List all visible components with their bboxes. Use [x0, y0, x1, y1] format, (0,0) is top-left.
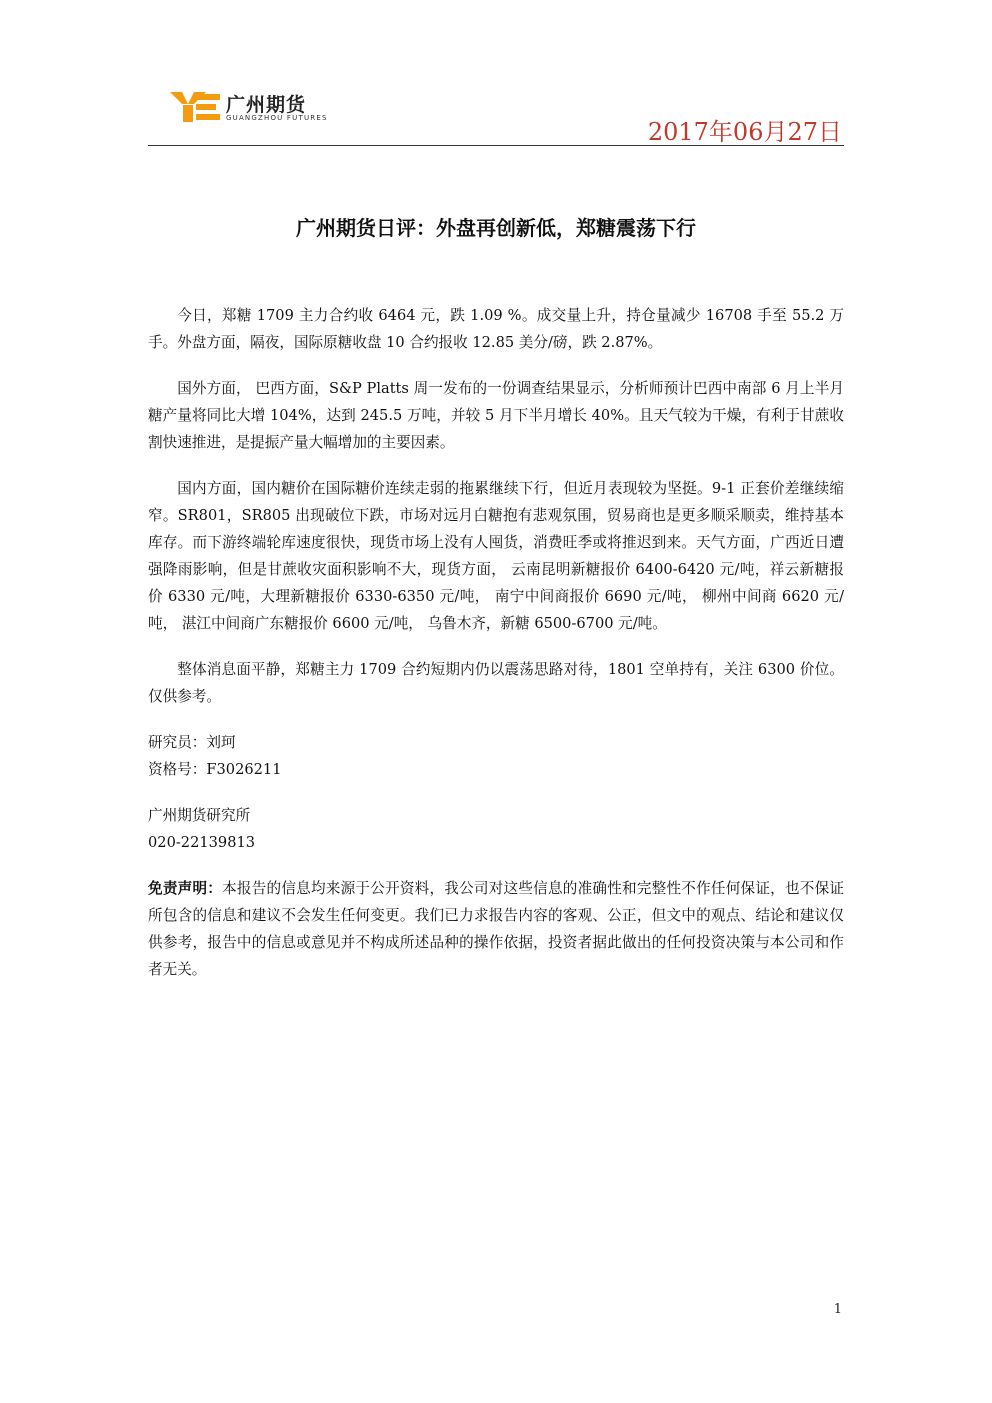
report-title: 广州期货日评：外盘再创新低，郑糖震荡下行: [296, 216, 696, 240]
paragraph-domestic: 国内方面，国内糖价在国际糖价连续走弱的拖累继续下行，但近月表现较为坚挺。9-1 正套价差继续缩窄。SR801，SR805 出现破位下跌，市场对远月白糖抱有悲观氛围，贸易商也是更多顺采顺卖，维持基本库存。而下游终端轮库速度很快，现货市场上没有人囤货，消费旺季或将推迟到来。天气方面，广西近日遭强降雨影响，但是甘蔗收灾面积影响不大，现货方面， 云南昆明新糖报价 6400-6420 元/吨，祥云新糖报价 6330 元/吨，大理新糖报价 6330-6350 元/吨， 南宁中间商报价 6690 元/吨， 柳州中间商 6620 元/吨， 湛江中间商广东糖报价 6600 元/吨， 乌鲁木齐，新糖 6500-6700 元/吨。: [148, 480, 844, 632]
company-logo: [168, 88, 348, 128]
header-divider: [148, 145, 844, 146]
paragraph-outlook: 整体消息面平静，郑糖主力 1709 合约短期内仍以震荡思路对待，1801 空单持有，关注 6300 价位。仅供参考。: [148, 661, 844, 705]
logo-mark-icon: [168, 88, 222, 126]
logo-text-en: GUANGZHOU FUTURES: [226, 114, 328, 122]
report-date: 2017年06月27日: [647, 118, 842, 146]
disclaimer-text: 本报告的信息均来源于公开资料，我公司对这些信息的准确性和完整性不作任何保证，也不保证所包含的信息和建议不会发生任何变更。我们已力求报告内容的客观、公正，但文中的观点、结论和建议仅供参考，报告中的信息或意见并不构成所述品种的操作依据，投资者据此做出的任何投资决策与本公司和作者无关。: [148, 880, 844, 978]
institute-phone: 020-22139813: [148, 834, 256, 851]
report-body: [148, 302, 844, 983]
disclaimer-label: 免责声明：: [148, 880, 223, 897]
disclaimer: [148, 875, 844, 983]
researcher-license: 资格号：F3026211: [148, 761, 282, 778]
page-number: 1: [833, 1302, 842, 1317]
logo-text-cn: 广州期货: [226, 94, 307, 116]
paragraph-overseas: 国外方面， 巴西方面，S&P Platts 周一发布的一份调查结果显示，分析师预计巴西中南部 6 月上半月糖产量将同比大增 104%，达到 245.5 万吨，并较 5 月下半月增长 40%。且天气较为干燥，有利于甘蔗收割快速推进，是提振产量大幅增加的主要因素。: [148, 380, 844, 451]
paragraph-market-summary: 今日，郑糖 1709 主力合约收 6464 元，跌 1.09 %。成交量上升，持仓量减少 16708 手至 55.2 万手。外盘方面，隔夜，国际原糖收盘 10 合约报收 12.85 美分/磅，跌 2.87%。: [148, 307, 844, 351]
institute-name: 广州期货研究所: [148, 807, 251, 824]
researcher-name: 研究员：刘珂: [148, 734, 236, 751]
